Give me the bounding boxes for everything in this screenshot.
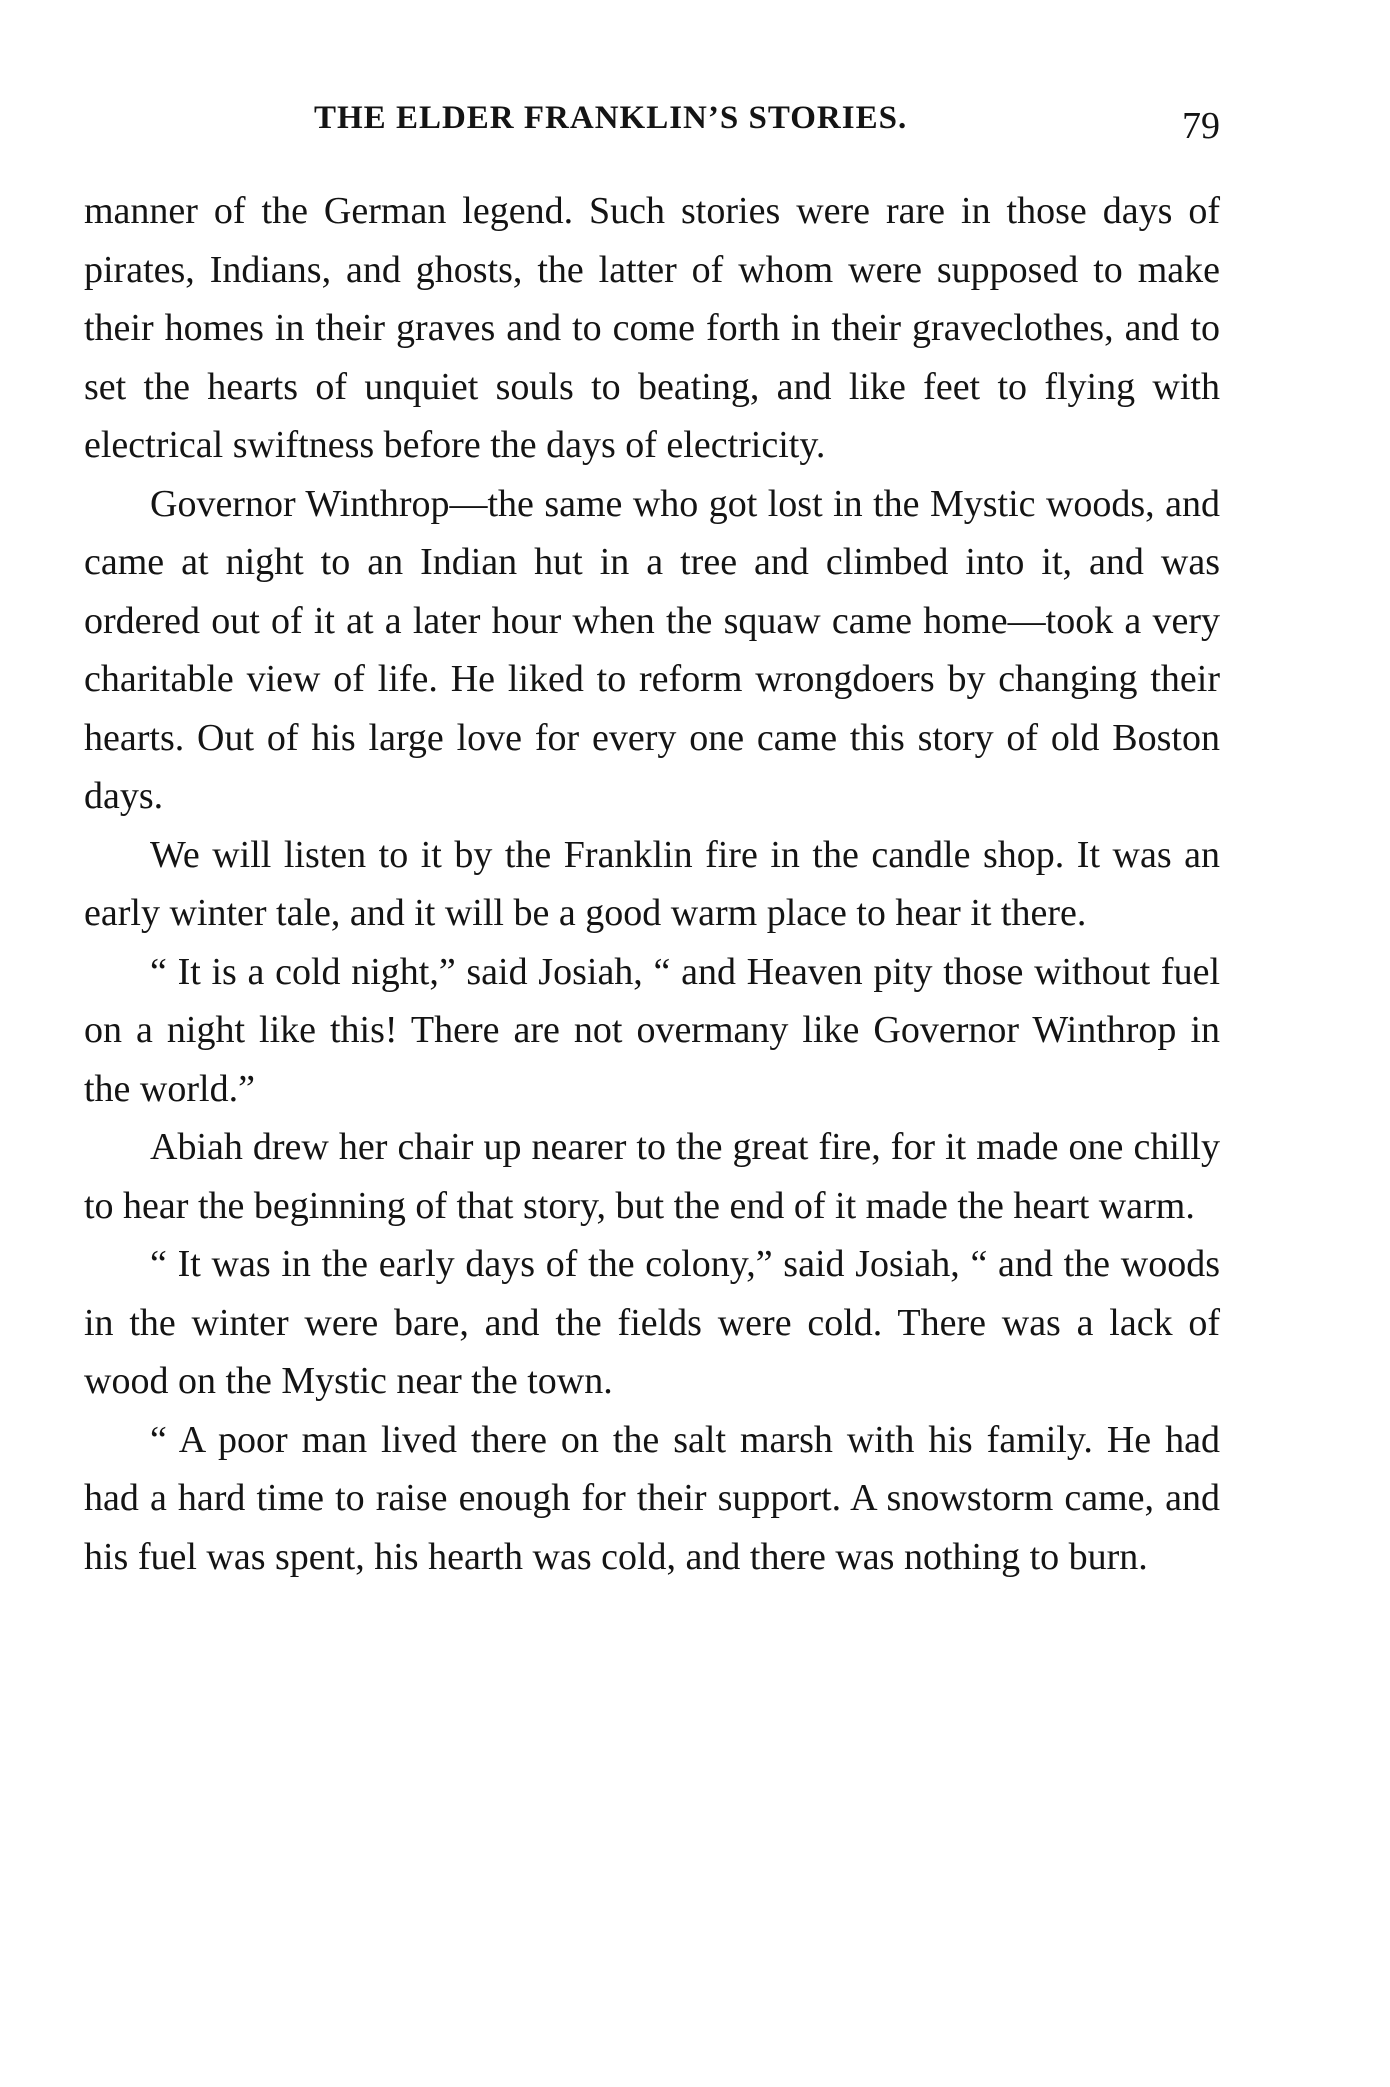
body-text — [84, 182, 1220, 1586]
paragraph: We will listen to it by the Franklin fire in the candle shop. It was an early winter tale, and it will be a good warm place to hear it there. — [84, 833, 1220, 934]
paragraph: “ A poor man lived there on the salt marsh with his family. He had had a hard time to raise enough for their support. A snowstorm came, and his fuel was spent, his hearth was cold, and there was nothing to burn. — [84, 1418, 1220, 1578]
page-number: 79 — [1182, 105, 1220, 147]
page-header — [84, 100, 1220, 150]
paragraph-continued: manner of the German legend. Such stories were rare in those days of pirates, Indians, and ghosts, the latter of whom were supposed to make their homes in their graves and to come forth in their graveclothes, and to set the hearts of unquiet souls to beating, and like feet to flying with electrical swiftness before the days of electricity. — [84, 190, 1220, 466]
paragraph: Governor Winthrop—the same who got lost in the Mystic woods, and came at night to an Indian hut in a tree and climbed into it, and was ordered out of it at a later hour when the squaw came home—took a very charitable view of life. He liked to reform wrongdoers by changing their hearts. Out of his large love for every one came this story of old Boston days. — [84, 482, 1220, 817]
paragraph: Abiah drew her chair up nearer to the great fire, for it made one chilly to hear the beginning of that story, but the end of it made the heart warm. — [84, 1126, 1220, 1227]
running-title: THE ELDER FRANKLIN’S STORIES. — [314, 100, 908, 136]
paragraph: “ It was in the early days of the colony,” said Josiah, “ and the woods in the winter were bare, and the fields were cold. There was a lack of wood on the Mystic near the town. — [84, 1243, 1220, 1402]
paragraph: “ It is a cold night,” said Josiah, “ and Heaven pity those without fuel on a night like this! There are not overmany like Governor Winthrop in the world.” — [84, 950, 1220, 1110]
